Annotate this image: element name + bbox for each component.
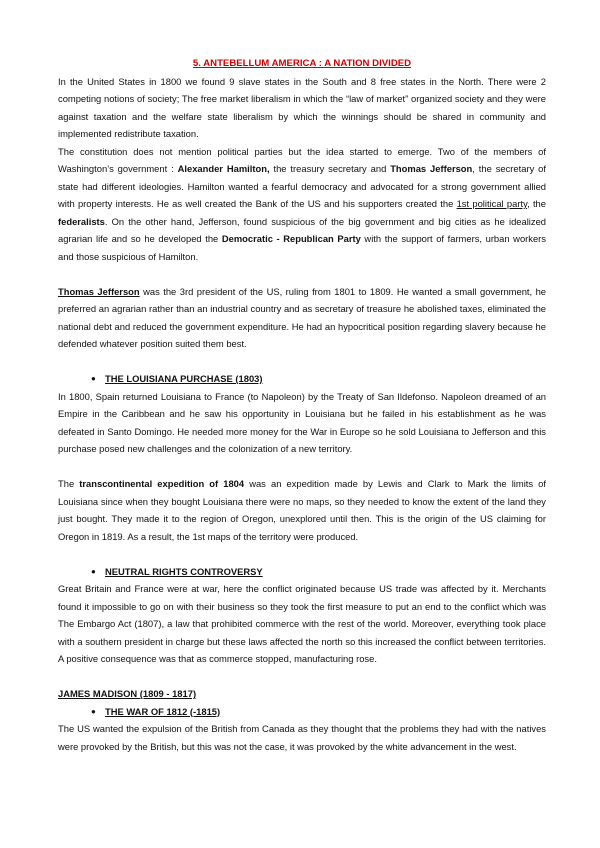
- paragraph-war-1812: The US wanted the expulsion of the British from Canada as they thought that the problems they had with the natives were provoked by the British, but this was not the case, it was provoked by the white advancement in the west.: [58, 723, 546, 752]
- spacer: [58, 353, 546, 371]
- bullet-icon: ●: [91, 706, 96, 716]
- text: . On the other hand, Jefferson, found suspicious of the big government and big cities as he idealized agrarian life and so he developed the: [58, 215, 546, 244]
- text: was an expedition made by Lewis and Clark to Mark the limits of Louisiana since when they bought Louisiana there were no maps, so they needed to know the extent of the land they just bought. They made it to the region of Oregon, unexplored until then. This is the origin of the US claiming for Oregon in 1819. As a result, the 1st maps of the territory were produced.: [58, 478, 546, 542]
- text: , the: [527, 198, 546, 209]
- paragraph-political-parties: [58, 143, 546, 266]
- text: , the secretary of state had different ideologies. Hamilton wanted a fearful democracy and advocated for a strong government allied with property interests. He as well created the Bank of the US and his supporters created the: [58, 163, 547, 209]
- paragraph-neutral-rights: Great Britain and France were at war, here the conflict originated because US trade was affected by it. Merchants found it impossible to go on with their business so they took the first measure to put an end to the conflict which was The Embargo Act (1807), a law that prohibited commerce with the rest of the world. Moreover, everything took place with a southern president in charge but these laws affected the north so this increased the conflict between territories. A positive consequence was that as commerce stopped, manufacturing rose.: [58, 583, 546, 664]
- text: was the 3rd president of the US, ruling from 1801 to 1809. He wanted a small government, he preferred an agrarian rather than an industrial country and as secretary of treasure he abolished taxes, eliminated the national debt and reduced the government expenditure. He had an hypocritical position regarding slavery because he defended whatever position suited them best.: [58, 285, 547, 349]
- paragraph-jefferson: [58, 283, 546, 353]
- bullet-label: NEUTRAL RIGHTS CONTROVERSY: [105, 565, 263, 577]
- spacer: [58, 458, 546, 476]
- name-jefferson: Thomas Jefferson: [390, 163, 473, 174]
- term-expedition: transcontinental expedition of 1804: [79, 478, 245, 489]
- text: with the support of farmers, urban workers and those suspicious of Hamilton.: [58, 233, 546, 262]
- text: The: [58, 478, 80, 489]
- term-first-party: 1st political party: [456, 198, 528, 209]
- paragraph-expedition: [58, 475, 546, 545]
- spacer: [58, 545, 546, 563]
- bullet-label: THE WAR OF 1812 (-1815): [105, 705, 221, 717]
- spacer: [58, 668, 546, 686]
- bullet-louisiana-purchase: [91, 370, 546, 388]
- spacer: [58, 265, 546, 283]
- name-hamilton: Alexander Hamilton,: [177, 163, 270, 174]
- bullet-neutral-rights: [91, 563, 546, 581]
- document-page: [58, 55, 546, 755]
- bullet-icon: ●: [91, 374, 96, 383]
- section-heading-madison: JAMES MADISON (1809 - 1817): [58, 688, 197, 699]
- bullet-war-1812: [91, 703, 546, 721]
- text: the treasury secretary and: [269, 163, 391, 174]
- text: The constitution does not mention political parties but the idea started to emerge. Two of the members of Washington’s government :: [58, 145, 546, 174]
- bullet-label: THE LOUISIANA PURCHASE (1803): [105, 373, 263, 384]
- paragraph-society: In the United States in 1800 we found 9 slave states in the South and 8 free states in the North. There were 2 competing notions of society; The free market liberalism in which the “law of market” organized society and they were against taxation and the welfare state liberalism by which the winnings should be shared in community and implemented redistribute taxation.: [58, 75, 546, 139]
- name-jefferson-heading: Thomas Jefferson: [58, 285, 140, 297]
- term-federalists: federalists: [58, 215, 105, 227]
- page-title: 5. ANTEBELLUM AMERICA : A NATION DIVIDED: [192, 58, 412, 69]
- term-democratic-republican: Democratic - Republican Party: [221, 233, 361, 244]
- paragraph-louisiana: In 1800, Spain returned Louisiana to France (to Napoleon) by the Treaty of San Ildefonso. Napoleon dreamed of an Empire in the Caribbean and he saw his opportunity in Louisiana but he failed in his establishment as he was defeated in Santo Domingo. He needed more money for the War in Europe so he sold Louisiana to Jefferson and this purchase posed new challenges and the colonization of a new territory.: [58, 390, 546, 454]
- bullet-icon: ●: [91, 566, 96, 576]
